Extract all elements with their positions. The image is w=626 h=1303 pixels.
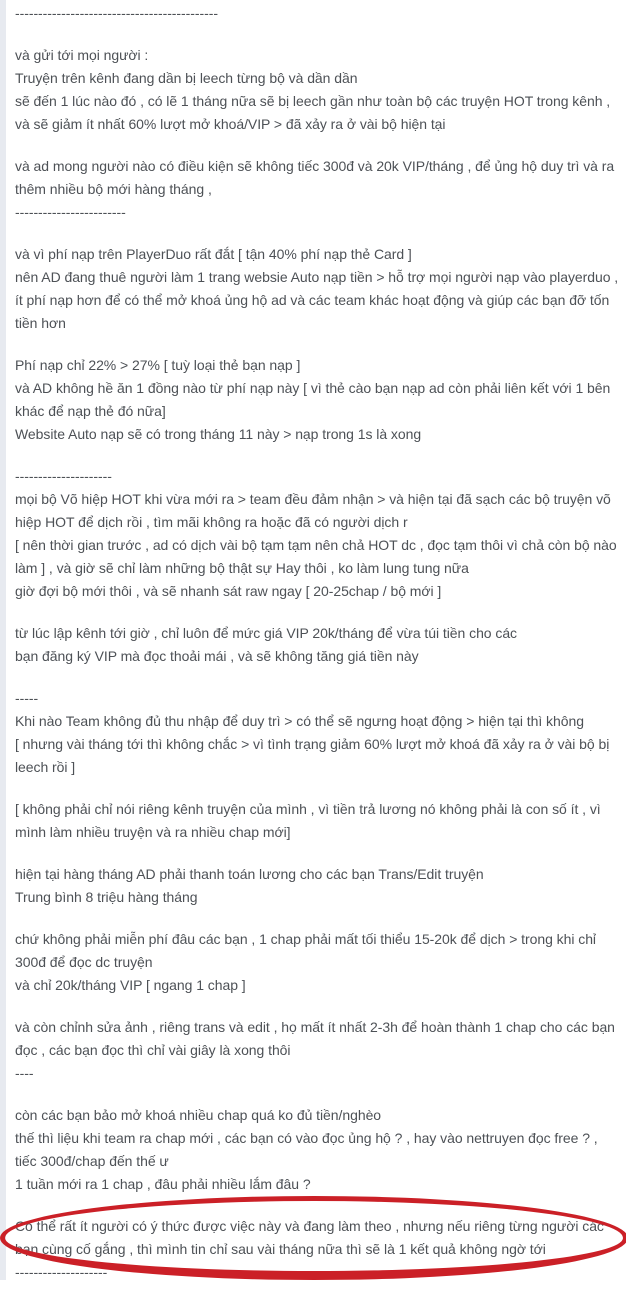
post-line: giờ đợi bộ mới thôi , và sẽ nhanh sát raw ngay [ 20-25chap / bộ mới ] [15, 583, 442, 599]
post-line: [ không phải chỉ nói riêng kênh truyện của mình , vì tiền trả lương nó không phải là con số ít , vì [15, 801, 601, 817]
post-line: thêm nhiều bộ mới hàng tháng , [15, 181, 212, 197]
post-line: Khi nào Team không đủ thu nhập để duy trì > có thể sẽ ngưng hoạt động > hiện tại thì không [15, 713, 584, 729]
post-line: và ad mong người nào có điều kiện sẽ không tiếc 300đ và 20k VIP/tháng , để ủng hộ duy trì và ra [15, 158, 615, 174]
post-line: làm ] , và giờ sẽ chỉ làm những bộ thật sự Hay thôi , ko làm lung tung nữa [15, 560, 469, 576]
post-line: mình làm nhiều truyện và ra nhiều chap mới] [15, 824, 291, 840]
paragraph [15, 155, 621, 224]
post-line: khác để nạp thẻ đó nữa] [15, 403, 166, 419]
post-line: -------------------------------------------- [15, 5, 218, 21]
post-line: thế thì liệu khi team ra chap mới , các bạn có vào đọc ủng hộ ? , hay vào nettruyen đọc free ? , [15, 1130, 598, 1146]
post-line: chứ không phải miễn phí đâu các bạn , 1 chap phải mất tối thiểu 15-20k để dịch > trong khi chỉ [15, 931, 596, 947]
post-line: nên AD đang thuê người làm 1 trang websie Auto nạp tiền > hỗ trợ mọi người nạp vào playerduo , [15, 269, 619, 285]
post-line: còn các bạn bảo mở khoá nhiều chap quá ko đủ tiền/nghèo [15, 1107, 382, 1123]
post-line: [ nhưng vài tháng tới thì không chắc > vì tình trạng giảm 60% lượt mở khoá đã xảy ra ở vài bộ bị [15, 736, 610, 752]
post-line: hiệp HOT để dịch rồi , tìm mãi không ra hoặc đã có người dịch r [15, 514, 408, 530]
post-line: sẽ đến 1 lúc nào đó , có lẽ 1 tháng nữa sẽ bị leech gần như toàn bộ các truyện HOT trong kênh , [15, 93, 611, 109]
post-line: và chỉ 20k/tháng VIP [ ngang 1 chap ] [15, 977, 246, 993]
post-line: đọc , các bạn đọc thì chỉ vài giây là xong thôi [15, 1042, 291, 1058]
post-line: từ lúc lập kênh tới giờ , chỉ luôn để mức giá VIP 20k/tháng để vừa túi tiền cho các [15, 625, 518, 641]
paragraph [15, 2, 621, 25]
paragraph [15, 798, 621, 844]
post-line: [ nên thời gian trước , ad có dịch vài bộ tạm tạm nên chả HOT dc , đọc tạm thôi vì chả còn bộ nào [15, 537, 617, 553]
post-line: ít phí nạp hơn để có thể mở khoá ủng hộ ad và các team khác hoạt động và giúp các bạn đỡ tốn [15, 292, 610, 308]
post-line: ---- [15, 1065, 34, 1081]
post-line: ----- [15, 690, 39, 706]
post-line: và sẽ giảm ít nhất 60% lượt mở khoá/VIP > đã xảy ra ở vài bộ hiện tại [15, 116, 446, 132]
paragraph [15, 863, 621, 909]
paragraph [15, 928, 621, 997]
post-line: Có thể rất ít người có ý thức được việc này và đang làm theo , nhưng nếu riêng từng người các [15, 1218, 604, 1234]
post-line: Truyện trên kênh đang dần bị leech từng bộ và dần dần [15, 70, 358, 86]
post-line: leech rồi ] [15, 759, 76, 775]
post-line: và còn chỉnh sửa ảnh , riêng trans và edit , họ mất ít nhất 2-3h để hoàn thành 1 chap cho các bạn [15, 1019, 615, 1035]
post-line: Website Auto nạp sẽ có trong tháng 11 này > nạp trong 1s là xong [15, 426, 422, 442]
paragraph [15, 687, 621, 779]
post-line: 300đ để đọc dc truyện [15, 954, 153, 970]
post-line: và AD không hề ăn 1 đồng nào từ phí nạp này [ vì thẻ cào bạn nạp ad còn phải liên kết với 1 bên [15, 380, 611, 396]
paragraph [15, 354, 621, 446]
page-edge-strip [0, 0, 6, 1280]
paragraph [15, 243, 621, 335]
paragraph [15, 1016, 621, 1085]
post-line: tiền hơn [15, 315, 66, 331]
post-line: bạn cùng cố gắng , thì mình tin chỉ sau vài tháng nữa thì sẽ là 1 kết quả không ngờ tới [15, 1241, 546, 1257]
post-line: -------------------- [15, 1264, 108, 1280]
paragraph [15, 465, 621, 603]
post-line: --------------------- [15, 468, 112, 484]
post-line: bạn đăng ký VIP mà đọc thoải mái , và sẽ không tăng giá tiền này [15, 648, 419, 664]
post-line: và vì phí nạp trên PlayerDuo rất đắt [ tận 40% phí nạp thẻ Card ] [15, 246, 412, 262]
paragraph [15, 44, 621, 136]
post-line: tiếc 300đ/chap đến thế ư [15, 1153, 169, 1169]
post-line: 1 tuần mới ra 1 chap , đâu phải nhiều lắm đâu ? [15, 1176, 311, 1192]
post-line: Trung bình 8 triệu hàng tháng [15, 889, 198, 905]
post-line: Phí nạp chỉ 22% > 27% [ tuỳ loại thẻ bạn nạp ] [15, 357, 301, 373]
post-line: mọi bộ Võ hiệp HOT khi vừa mới ra > team đều đảm nhận > và hiện tại đã sạch các bộ truyện võ [15, 491, 611, 507]
post-line: và gửi tới mọi người : [15, 47, 149, 63]
post-line: hiện tại hàng tháng AD phải thanh toán lương cho các bạn Trans/Edit truyện [15, 866, 484, 882]
post-line: ------------------------ [15, 204, 126, 220]
paragraph [15, 1104, 621, 1196]
paragraph [15, 1215, 621, 1284]
post-text-block [15, 2, 621, 1303]
paragraph [15, 622, 621, 668]
